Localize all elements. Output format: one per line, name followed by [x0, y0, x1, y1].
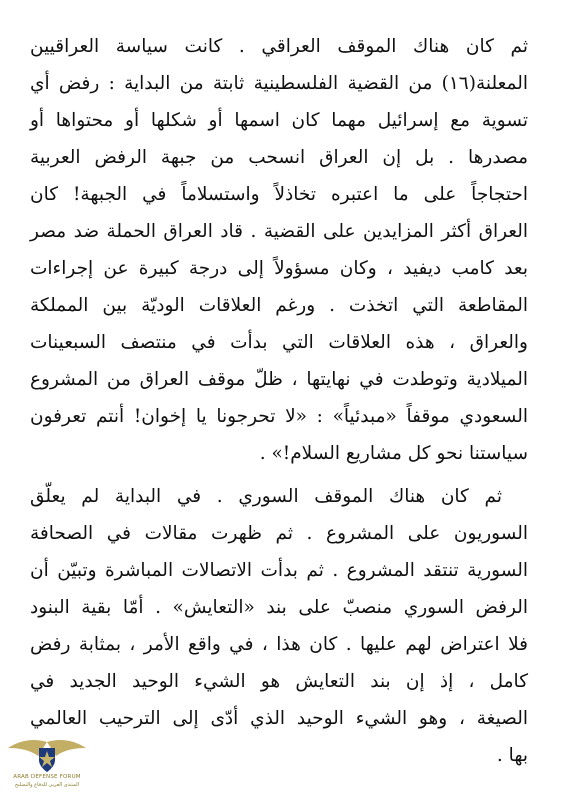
- text-line: ثم كان هناك الموقف السوري . في البداية لم يعلّق: [30, 486, 502, 507]
- watermark-subtitle: المنتدى العربي للدفاع والتسليح: [14, 782, 80, 788]
- text-line: والعراق ، هذه العلاقات التي بدأت في منتصف السبعينات: [30, 332, 528, 353]
- text-line: السورية تنتقد المشروع . ثم بدأت الاتصالات المباشرة وتبيّن أن: [30, 560, 528, 581]
- text-line: المقاطعة التي اتخذت . ورغم العلاقات الوديّة بين المملكة: [30, 295, 528, 316]
- text-line: الميلادية وتوطدت في نهايتها ، ظلّ موقف العراق من المشروع: [30, 369, 528, 390]
- text-line: الرفض السوري منصبّ على بند «التعايش» . أمّا بقية البنود: [30, 597, 528, 618]
- paragraph-iraq: [30, 28, 528, 472]
- text-line: مصدرها . بل إن العراق انسحب من جبهة الرفض العربية: [30, 147, 528, 168]
- text-line: الصيغة ، وهو الشيء الوحيد الذي أدّى إلى الترحيب العالمي: [30, 708, 528, 729]
- text-line: فلا اعتراض لهم عليها . كان هذا ، في واقع الأمر ، بمثابة رفض: [30, 634, 528, 655]
- text-line: بعد كامب ديفيد ، وكان مسؤولاً إلى درجة كبيرة عن إجراءات: [30, 258, 528, 279]
- text-line: احتجاجاً على ما اعتبره تخاذلاً واستسلاماً في الجبهة! كان: [30, 184, 528, 205]
- text-line: السوريون على المشروع . ثم ظهرت مقالات في الصحافة: [30, 523, 528, 544]
- eagle-shield-icon: [4, 736, 90, 776]
- text-line: العراق أكثر المزايدين على القضية . قاد العراق الحملة ضد مصر: [30, 221, 528, 242]
- text-line: تسوية مع إسرائيل مهما كان اسمها أو شكلها أو محتواها أو: [30, 110, 528, 131]
- watermark-logo: [4, 736, 90, 798]
- text-line: بها .: [496, 745, 528, 766]
- text-line: ثم كان هناك الموقف العراقي . كانت سياسة العراقيين: [30, 36, 528, 57]
- text-line: سياستنا نحو كل مشاريع السلام!» .: [259, 443, 528, 464]
- page-body: [30, 28, 528, 780]
- text-line: السعودي موقفاً «مبدئياً» : «لا تحرجونا يا إخوان! أنتم تعرفون: [30, 406, 528, 427]
- text-line: المعلنة(١٦) من القضية الفلسطينية ثابتة من البداية : رفض أي: [30, 73, 528, 94]
- paragraph-syria: [30, 478, 528, 774]
- watermark-title: ARAB DEFENSE FORUM: [13, 774, 81, 780]
- text-line: كامل ، إذ إن بند التعايش هو الشيء الوحيد الجديد في: [30, 671, 528, 692]
